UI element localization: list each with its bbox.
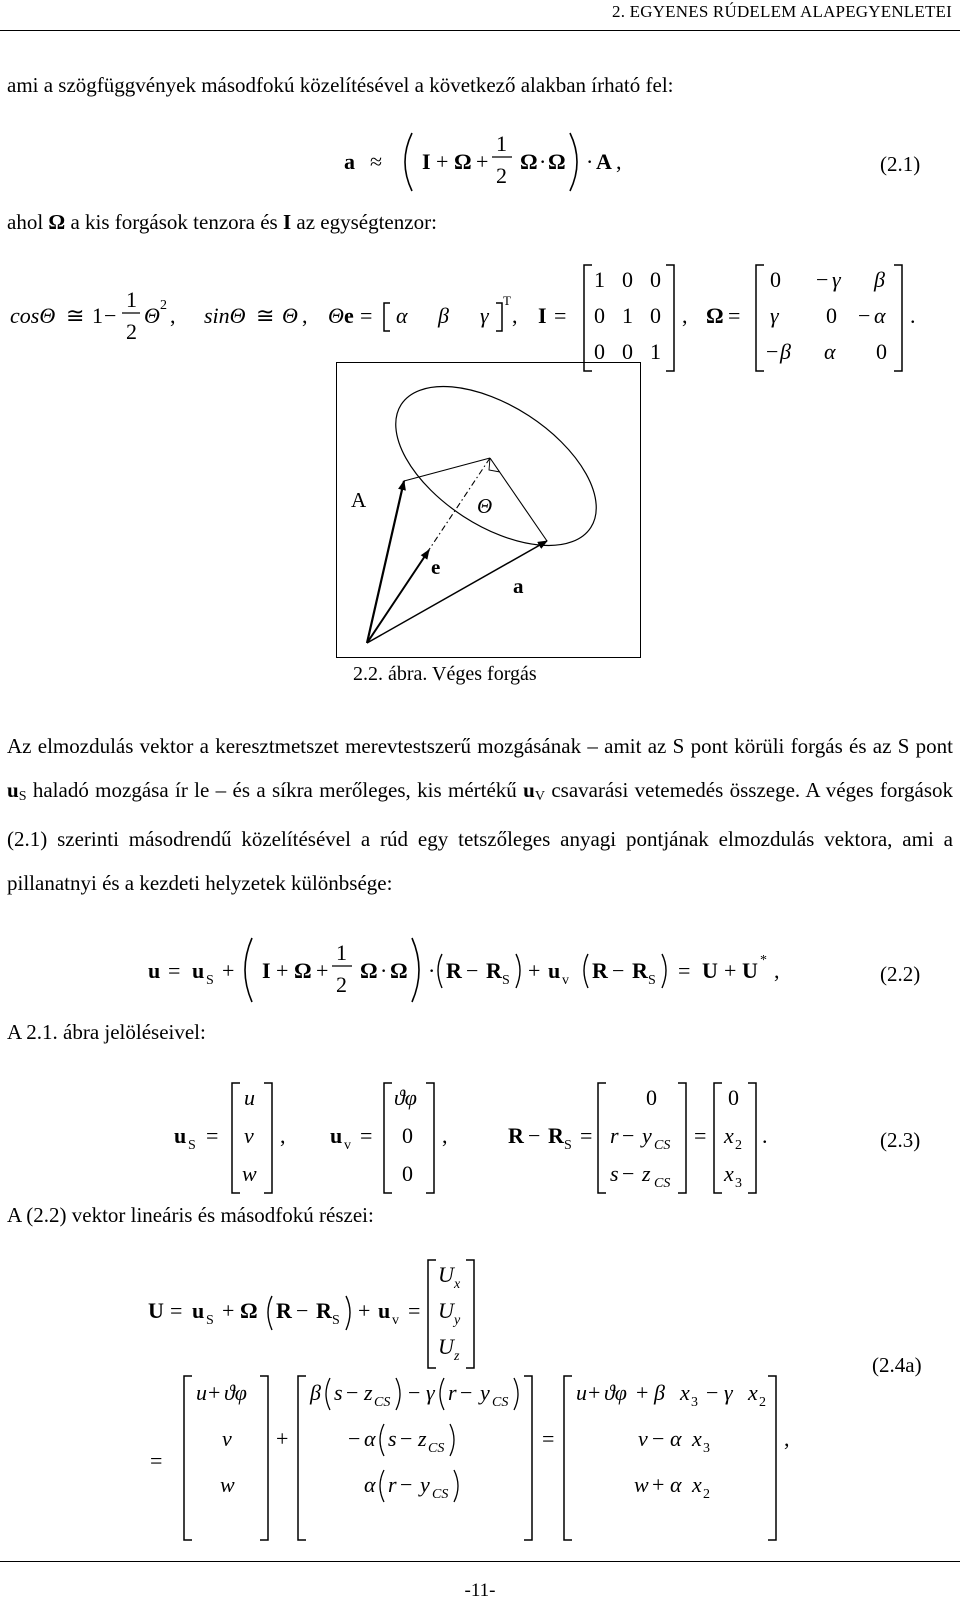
equation-number-2-4a: (2.4a) <box>872 1353 922 1377</box>
svg-text:0: 0 <box>728 1085 739 1110</box>
svg-text:1: 1 <box>336 940 347 965</box>
svg-text:x: x <box>748 1380 758 1405</box>
svg-text:y: y <box>454 1313 461 1328</box>
svg-text:=: = <box>206 1123 219 1148</box>
svg-text:S: S <box>564 1138 572 1153</box>
svg-text:=: = <box>360 1123 373 1148</box>
svg-text:=: = <box>170 1298 183 1323</box>
svg-text:u: u <box>192 958 205 983</box>
svg-text:+: + <box>222 1298 235 1323</box>
svg-text:β: β <box>438 303 449 328</box>
svg-text:S: S <box>502 973 510 988</box>
svg-text:0: 0 <box>646 1085 657 1110</box>
svg-text:u: u <box>192 1298 205 1323</box>
svg-text:γ: γ <box>426 1380 435 1405</box>
svg-text:CS: CS <box>428 1441 445 1456</box>
svg-text:−: − <box>348 1426 361 1451</box>
svg-text:α: α <box>364 1426 376 1451</box>
svg-text:−: − <box>528 1123 541 1148</box>
svg-text:y: y <box>642 1123 652 1148</box>
ahol-text: ahol Ω a kis forgások tenzora és I az egységtenzor: <box>7 210 437 234</box>
svg-text:.: . <box>762 1123 768 1148</box>
svg-text:R: R <box>486 958 502 983</box>
svg-text:2: 2 <box>759 1395 766 1410</box>
svg-text:1: 1 <box>594 267 605 292</box>
svg-text:S: S <box>332 1313 340 1328</box>
svg-text:cosΘ: cosΘ <box>10 303 56 328</box>
svg-text:β: β <box>874 267 885 292</box>
svg-text:u: u <box>378 1298 391 1323</box>
svg-text:I: I <box>538 303 547 328</box>
svg-text:=: = <box>728 303 741 328</box>
svg-text:,: , <box>774 958 780 983</box>
svg-text:v: v <box>222 1426 232 1451</box>
svg-text:γ: γ <box>832 267 841 292</box>
svg-text:.: . <box>910 303 916 328</box>
svg-text:−: − <box>296 1298 309 1323</box>
svg-text:0: 0 <box>770 267 781 292</box>
svg-text:3: 3 <box>703 1441 710 1456</box>
svg-text:r: r <box>388 1472 397 1497</box>
svg-text:w: w <box>242 1161 257 1186</box>
svg-text:u: u <box>196 1380 207 1405</box>
svg-text:u: u <box>244 1085 255 1110</box>
svg-text:+: + <box>222 958 235 983</box>
svg-text:U: U <box>702 958 718 983</box>
svg-text:α: α <box>824 339 836 364</box>
svg-text:+: + <box>528 958 541 983</box>
running-header: 2. EGYENES RÚDELEM ALAPEGYENLETEI <box>612 2 952 21</box>
svg-text:≅: ≅ <box>66 303 85 328</box>
svg-text:Ω: Ω <box>240 1298 258 1323</box>
svg-text:R: R <box>446 958 462 983</box>
svg-text:−: − <box>612 958 625 983</box>
svg-text:Ω: Ω <box>520 149 538 174</box>
svg-text:=: = <box>150 1448 163 1473</box>
svg-text:2: 2 <box>496 163 507 188</box>
svg-text:0: 0 <box>650 303 661 328</box>
equation-2-1 <box>330 125 630 200</box>
svg-text:u: u <box>148 958 161 983</box>
svg-text:sinΘ: sinΘ <box>204 303 246 328</box>
svg-text:=: = <box>580 1123 593 1148</box>
svg-text:+: + <box>652 1472 665 1497</box>
svg-text:γ: γ <box>724 1380 733 1405</box>
svg-text:β: β <box>310 1380 321 1405</box>
svg-text:R: R <box>276 1298 292 1323</box>
svg-text:−: − <box>858 303 871 328</box>
svg-text:Ω: Ω <box>360 958 378 983</box>
svg-text:ϑφ: ϑφ <box>394 1085 417 1110</box>
svg-text:U: U <box>438 1298 454 1323</box>
svg-text:A: A <box>596 149 612 174</box>
finite-rotation-diagram <box>337 363 640 657</box>
svg-text:R: R <box>632 958 648 983</box>
svg-text:u: u <box>548 958 561 983</box>
svg-text:2: 2 <box>126 319 137 344</box>
svg-text:+: + <box>636 1380 649 1405</box>
svg-text:−: − <box>652 1426 665 1451</box>
svg-text:U: U <box>742 958 758 983</box>
svg-text:CS: CS <box>374 1395 391 1410</box>
svg-text:e: e <box>344 303 354 328</box>
svg-text:U: U <box>438 1334 454 1359</box>
svg-text:x: x <box>692 1472 702 1497</box>
svg-text:=: = <box>360 303 373 328</box>
svg-text:S: S <box>188 1138 196 1153</box>
svg-text:0: 0 <box>594 339 605 364</box>
svg-text:·: · <box>586 149 594 174</box>
svg-text:,: , <box>442 1123 448 1148</box>
svg-text:,: , <box>682 303 688 328</box>
svg-text:s: s <box>610 1161 619 1186</box>
svg-text:*: * <box>760 953 767 968</box>
svg-text:+: + <box>436 149 449 174</box>
svg-text:0: 0 <box>594 303 605 328</box>
label-e: e <box>431 555 441 579</box>
svg-text:x: x <box>454 1277 461 1292</box>
svg-text:Θ: Θ <box>282 303 298 328</box>
svg-text:2: 2 <box>160 298 167 313</box>
svg-text:+: + <box>724 958 737 983</box>
svg-text:y: y <box>420 1472 430 1497</box>
svg-text:z: z <box>454 1349 460 1364</box>
svg-text:Ω: Ω <box>548 149 566 174</box>
svg-text:−: − <box>622 1123 635 1148</box>
svg-text:1: 1 <box>126 287 137 312</box>
svg-text:·: · <box>428 958 436 983</box>
svg-text:3: 3 <box>735 1176 742 1191</box>
svg-text:s: s <box>334 1380 343 1405</box>
vector-e <box>367 550 429 643</box>
svg-text:·: · <box>380 958 388 983</box>
svg-text:2: 2 <box>703 1487 710 1502</box>
svg-text:S: S <box>648 973 656 988</box>
svg-text:u: u <box>174 1123 187 1148</box>
svg-text:R: R <box>548 1123 564 1148</box>
svg-text:−: − <box>766 339 779 364</box>
body-paragraph: Az elmozdulás vektor a keresztmetszet merevtestszerű mozgásának – amit az S pont körüli forgás és az S pont $u_S$ haladó mozgása ír le – és a síkra merőleges, kis mértékű $u_V$ csavarási vetemedés összege. A véges forgások (2.1) szerinti másodrendű közelítésével a rúd egy tetszőleges anyagi pontjának elmozdulás vektora, ami a pillanatnyi és a kezdeti helyzetek különbsége: <box>7 734 953 895</box>
svg-text:a: a <box>344 149 355 174</box>
svg-text:1: 1 <box>622 303 633 328</box>
figure-2-2 <box>336 362 641 658</box>
svg-text:,: , <box>784 1426 790 1451</box>
svg-text:2: 2 <box>735 1138 742 1153</box>
svg-text:v: v <box>244 1123 254 1148</box>
svg-text:,: , <box>616 149 622 174</box>
svg-text:r: r <box>448 1380 457 1405</box>
svg-text:2: 2 <box>336 972 347 997</box>
svg-text:R: R <box>508 1123 524 1148</box>
svg-text:−: − <box>466 958 479 983</box>
svg-text:I: I <box>422 149 431 174</box>
svg-text:v: v <box>562 973 569 988</box>
svg-text:U: U <box>438 1262 454 1287</box>
svg-text:·: · <box>539 149 547 174</box>
svg-text:+: + <box>476 149 489 174</box>
svg-text:u: u <box>576 1380 587 1405</box>
svg-text:1: 1 <box>496 131 507 156</box>
svg-text:ϑφ: ϑφ <box>604 1380 627 1405</box>
label-a: a <box>513 574 524 598</box>
svg-text:v: v <box>638 1426 648 1451</box>
svg-text:r: r <box>610 1123 619 1148</box>
svg-text:S: S <box>206 1313 214 1328</box>
svg-text:=: = <box>678 958 691 983</box>
svg-text:0: 0 <box>402 1161 413 1186</box>
svg-text:s: s <box>388 1426 397 1451</box>
svg-text:−: − <box>400 1472 413 1497</box>
svg-text:Θ: Θ <box>144 303 160 328</box>
svg-text:3: 3 <box>691 1395 698 1410</box>
svg-text:,: , <box>512 303 518 328</box>
svg-text:+: + <box>208 1380 221 1405</box>
svg-text:=: = <box>542 1426 555 1451</box>
svg-text:=: = <box>408 1298 421 1323</box>
svg-text:1: 1 <box>650 339 661 364</box>
svg-text:,: , <box>302 303 308 328</box>
svg-text:I: I <box>262 958 271 983</box>
svg-text:w: w <box>634 1472 649 1497</box>
svg-text:z: z <box>642 1161 651 1186</box>
svg-text:Θ: Θ <box>328 303 344 328</box>
svg-text:,: , <box>280 1123 286 1148</box>
svg-text:=: = <box>168 958 181 983</box>
svg-text:y: y <box>480 1380 490 1405</box>
svg-text:0: 0 <box>622 339 633 364</box>
svg-text:α: α <box>670 1426 682 1451</box>
svg-text:Ω: Ω <box>706 303 724 328</box>
label-A: A <box>351 488 367 512</box>
svg-text:α: α <box>874 303 886 328</box>
svg-text:α: α <box>396 303 408 328</box>
svg-text:0: 0 <box>622 267 633 292</box>
svg-text:S: S <box>206 973 214 988</box>
figure-reference-text: A 2.1. ábra jelöléseivel: <box>7 1020 206 1044</box>
svg-text:β: β <box>654 1380 665 1405</box>
svg-text:−: − <box>460 1380 473 1405</box>
svg-text:z: z <box>364 1380 373 1405</box>
svg-text:CS: CS <box>654 1176 671 1191</box>
svg-text:α: α <box>364 1472 376 1497</box>
svg-text:γ: γ <box>480 303 489 328</box>
svg-text:≅: ≅ <box>256 303 275 328</box>
svg-text:+: + <box>588 1380 601 1405</box>
svg-text:z: z <box>418 1426 427 1451</box>
equation-2-3 <box>170 1075 810 1201</box>
equation-2-4a <box>140 1250 830 1550</box>
vector-A <box>367 481 404 643</box>
svg-text:u: u <box>330 1123 343 1148</box>
svg-text:=: = <box>694 1123 707 1148</box>
svg-text:ϑφ: ϑφ <box>224 1380 247 1405</box>
svg-text:α: α <box>670 1472 682 1497</box>
footer-rule <box>0 1561 960 1562</box>
svg-text:v: v <box>392 1313 399 1328</box>
equation-number-2-2: (2.2) <box>880 962 921 986</box>
svg-text:−: − <box>408 1380 421 1405</box>
svg-text:w: w <box>220 1472 235 1497</box>
svg-text:CS: CS <box>492 1395 509 1410</box>
svg-text:β: β <box>780 339 791 364</box>
header-rule <box>0 30 960 31</box>
svg-text:0: 0 <box>650 267 661 292</box>
svg-text:x: x <box>724 1123 734 1148</box>
svg-text:1: 1 <box>92 303 103 328</box>
svg-text:U: U <box>148 1298 164 1323</box>
rotation-ellipse <box>369 363 624 578</box>
svg-text:T: T <box>503 293 511 308</box>
equation-number-2-3: (2.3) <box>880 1128 921 1152</box>
equation-number-2-1: (2.1) <box>880 152 921 176</box>
svg-text:+: + <box>316 958 329 983</box>
svg-text:Ω: Ω <box>294 958 312 983</box>
intro-text: ami a szögfüggvények másodfokú közelítésével a következő alakban írható fel: <box>7 73 674 97</box>
page-number: -11- <box>464 1580 496 1601</box>
svg-text:R: R <box>316 1298 332 1323</box>
svg-text:≈: ≈ <box>370 149 383 174</box>
radius-to-a <box>490 458 547 541</box>
svg-text:0: 0 <box>402 1123 413 1148</box>
svg-text:−: − <box>706 1380 719 1405</box>
svg-text:Ω: Ω <box>390 958 408 983</box>
label-theta: Θ <box>477 494 493 518</box>
svg-text:x: x <box>724 1161 734 1186</box>
svg-text:v: v <box>344 1138 351 1153</box>
svg-text:0: 0 <box>826 303 837 328</box>
svg-text:x: x <box>680 1380 690 1405</box>
svg-text:−: − <box>104 303 117 328</box>
svg-text:+: + <box>358 1298 371 1323</box>
svg-text:+: + <box>276 1426 289 1451</box>
figure-caption: 2.2. ábra. Véges forgás <box>353 663 537 685</box>
svg-text:γ: γ <box>770 303 779 328</box>
svg-text:CS: CS <box>654 1138 671 1153</box>
svg-text:CS: CS <box>432 1487 449 1502</box>
vector-parts-text: A (2.2) vektor lineáris és másodfokú részei: <box>7 1203 374 1227</box>
svg-text:x: x <box>692 1426 702 1451</box>
svg-text:−: − <box>400 1426 413 1451</box>
svg-text:,: , <box>170 303 176 328</box>
svg-text:R: R <box>592 958 608 983</box>
equation-2-2 <box>140 930 800 1010</box>
svg-text:0: 0 <box>876 339 887 364</box>
svg-text:Ω: Ω <box>454 149 472 174</box>
svg-text:+: + <box>276 958 289 983</box>
svg-text:=: = <box>554 303 567 328</box>
svg-text:−: − <box>346 1380 359 1405</box>
svg-text:−: − <box>622 1161 635 1186</box>
svg-text:−: − <box>816 267 829 292</box>
